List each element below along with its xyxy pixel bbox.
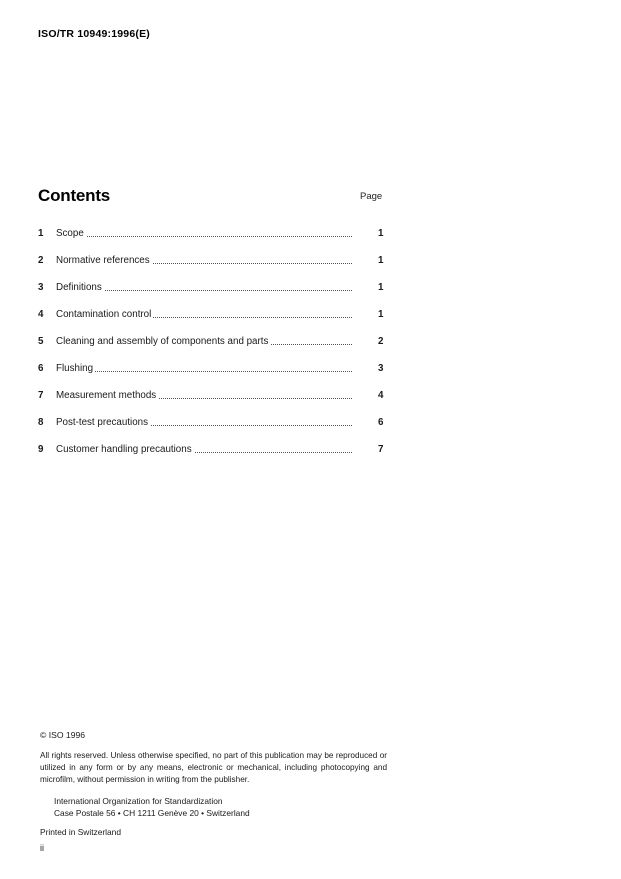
toc-title: Definitions — [56, 282, 102, 293]
list-item[interactable] — [38, 224, 388, 251]
toc-number: 5 — [38, 336, 44, 347]
toc-leader — [56, 236, 352, 237]
toc-page-number: 3 — [378, 363, 384, 374]
toc-title: Cleaning and assembly of components and parts — [56, 336, 269, 347]
toc-page-number: 6 — [378, 417, 384, 428]
toc-page-number: 2 — [378, 336, 384, 347]
toc-number: 4 — [38, 309, 44, 320]
list-item[interactable] — [38, 413, 388, 440]
toc-number: 1 — [38, 228, 44, 239]
list-item[interactable] — [38, 359, 388, 386]
page-column-label: Page — [360, 191, 383, 202]
page-footer — [40, 730, 390, 837]
copyright-notice: © ISO 1996 — [40, 730, 86, 740]
organization-name: International Organization for Standardization — [54, 795, 223, 806]
organization-block — [40, 795, 390, 819]
toc-page-number: 1 — [378, 309, 384, 320]
toc-title: Measurement methods — [56, 390, 157, 401]
page-folio: ii — [40, 843, 44, 853]
table-of-contents — [38, 224, 388, 467]
toc-number: 6 — [38, 363, 44, 374]
toc-title: Scope — [56, 228, 84, 239]
list-item[interactable] — [38, 278, 388, 305]
document-header-reference: ISO/TR 10949:1996(E) — [38, 28, 150, 40]
toc-number: 7 — [38, 390, 44, 401]
organization-address: Case Postale 56 • CH 1211 Genève 20 • Switzerland — [54, 807, 250, 818]
toc-title: Post-test precautions — [56, 417, 149, 428]
list-item[interactable] — [38, 251, 388, 278]
toc-page-number: 1 — [378, 255, 384, 266]
toc-number: 2 — [38, 255, 44, 266]
toc-number: 9 — [38, 444, 44, 455]
list-item[interactable] — [38, 332, 388, 359]
toc-page-number: 1 — [378, 282, 384, 293]
toc-number: 3 — [38, 282, 44, 293]
toc-number: 8 — [38, 417, 44, 428]
list-item[interactable] — [38, 305, 388, 332]
toc-title: Flushing — [56, 363, 94, 374]
toc-page-number: 7 — [378, 444, 384, 455]
toc-leader — [56, 371, 352, 372]
toc-title: Customer handling precautions — [56, 444, 192, 455]
toc-page-number: 1 — [378, 228, 384, 239]
printed-in: Printed in Switzerland — [40, 827, 121, 838]
toc-title: Normative references — [56, 255, 150, 266]
page-title: Contents — [38, 186, 111, 205]
list-item[interactable] — [38, 386, 388, 413]
toc-title: Contamination control — [56, 309, 152, 320]
rights-statement: All rights reserved. Unless otherwise specified, no part of this publication may be reproduced or utilized in any form or by any means, electronic or mechanical, including photocopying and microfilm, without permission in writing from the publisher. — [40, 751, 387, 784]
list-item[interactable] — [38, 440, 388, 467]
toc-page-number: 4 — [378, 390, 384, 401]
